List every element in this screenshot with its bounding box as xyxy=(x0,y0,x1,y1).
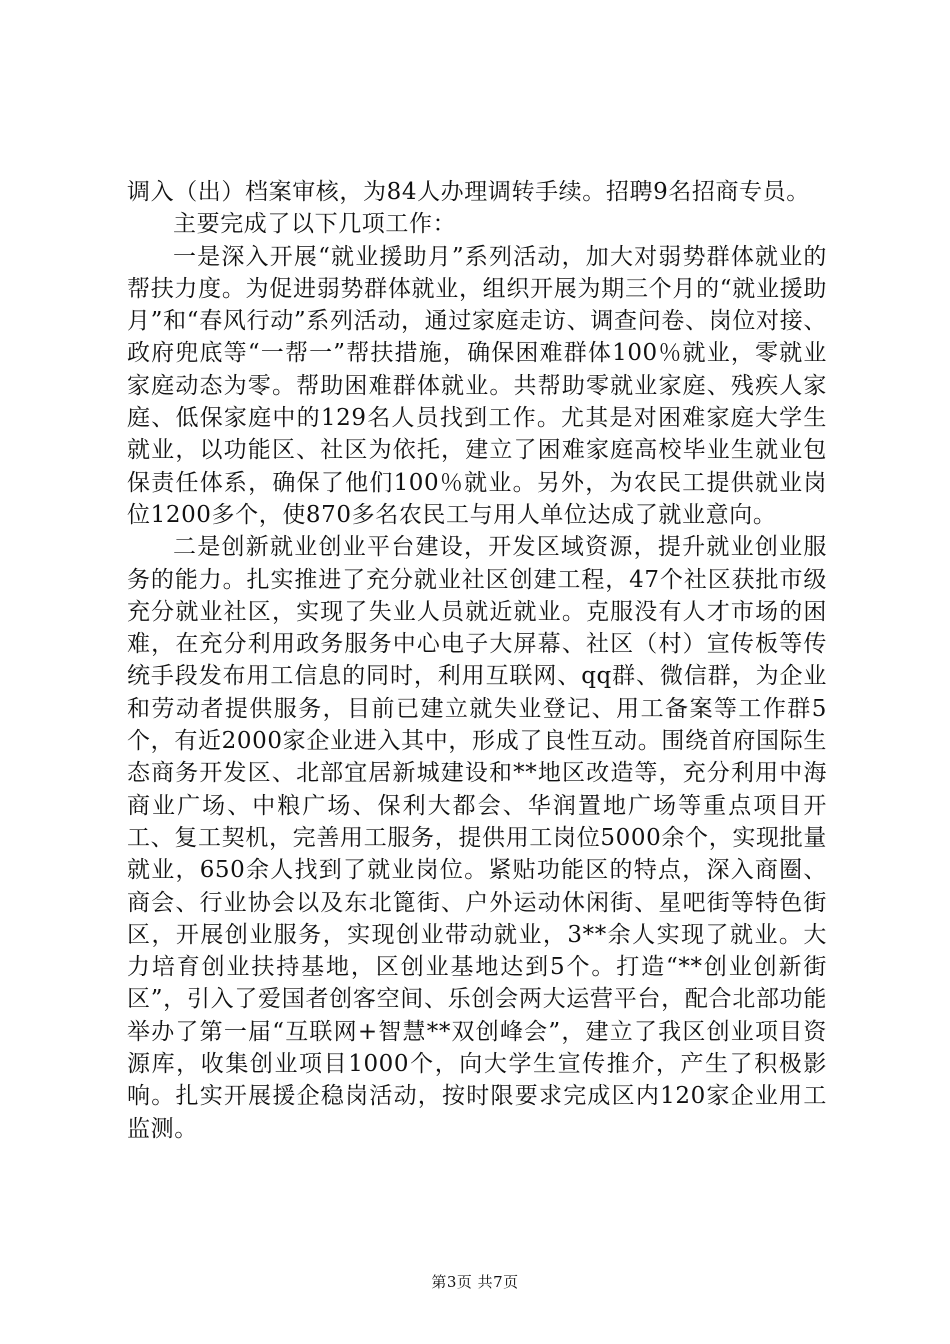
paragraph-item-one: 一是深入开展“就业援助月”系列活动，加大对弱势群体就业的帮扶力度。为促进弱势群体就业，组织开展为期三个月的“就业援助月”和“春风行动”系列活动，通过家庭走访、调查问卷、岗位对接、政府兜底等“一帮一”帮扶措施，确保困难群体100％就业，零就业家庭动态为零。帮助困难群体就业。共帮助零就业家庭、残疾人家庭、低保家庭中的129名人员找到工作。尤其是对困难家庭大学生就业，以功能区、社区为依托，建立了困难家庭高校毕业生就业包保责任体系，确保了他们100％就业。另外，为农民工提供就业岗位1200多个，使870多名农民工与用人单位达成了就业意向。 xyxy=(127,243,827,528)
page-number: 第3页 共7页 xyxy=(431,1273,519,1291)
page-footer xyxy=(0,1272,950,1292)
paragraph-intro: 主要完成了以下几项工作： xyxy=(173,211,457,238)
document-body xyxy=(127,176,827,1145)
paragraph-item-two: 二是创新就业创业平台建设，开发区域资源，提升就业创业服务的能力。扎实推进了充分就业社区创建工程，47个社区获批市级充分就业社区，实现了失业人员就近就业。克服没有人才市场的困难，在充分利用政务服务中心电子大屏幕、社区（村）宣传板等传统手段发布用工信息的同时，利用互联网、qq群、微信群，为企业和劳动者提供服务，目前已建立就失业登记、用工备案等工作群5个，有近2000家企业进入其中，形成了良性互动。围绕首府国际生态商务开发区、北部宜居新城建设和**地区改造等，充分利用中海商业广场、中粮广场、保利大都会、华润置地广场等重点项目开工、复工契机，完善用工服务，提供用工岗位5000余个，实现批量就业，650余人找到了就业岗位。紧贴功能区的特点，深入商圈、商会、行业协会以及东北篦街、户外运动休闲街、星吧街等特色街区，开展创业服务，实现创业带动就业，3**余人实现了就业。大力培育创业扶持基地，区创业基地达到5个。打造“**创业创新街区”，引入了爱国者创客空间、乐创会两大运营平台，配合北部功能举办了第一届“互联网+智慧**双创峰会”，建立了我区创业项目资源库，收集创业项目1000个，向大学生宣传推介，产生了积极影响。扎实开展援企稳岗活动，按时限要求完成区内120家企业用工监测。 xyxy=(127,534,827,1142)
paragraph-continuation: 调入（出）档案审核，为84人办理调转手续。招聘9名招商专员。 xyxy=(127,179,810,205)
